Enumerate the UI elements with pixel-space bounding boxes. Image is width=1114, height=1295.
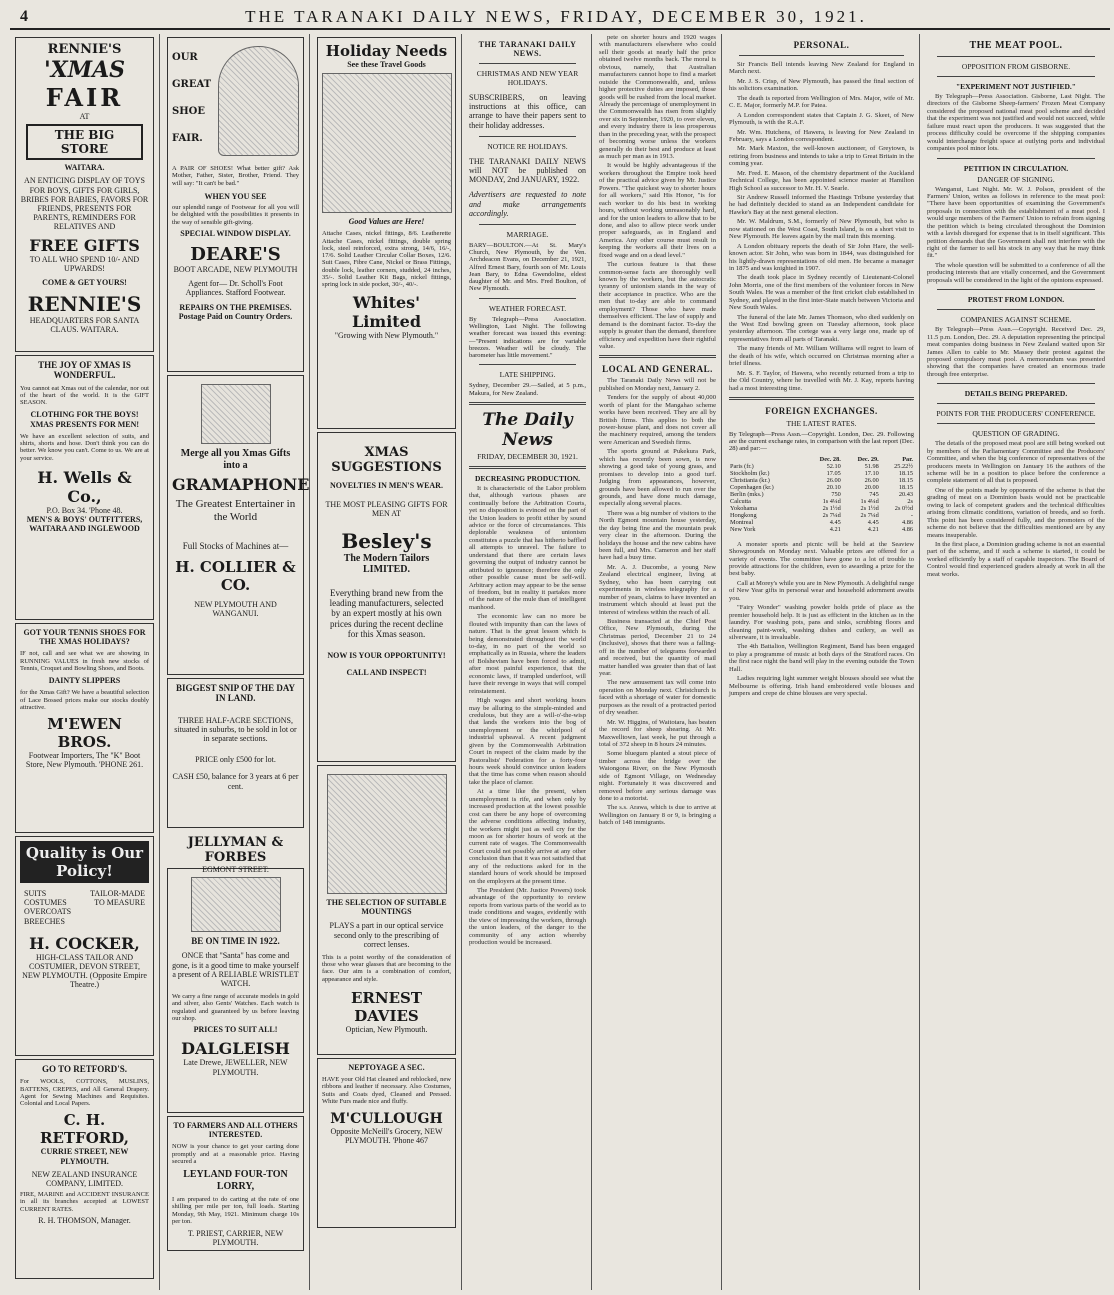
paper-nameplate: The Daily News <box>482 409 573 450</box>
collier-stock: Full Stocks of Machines at— <box>182 541 289 552</box>
rennies-ad <box>15 37 154 352</box>
mccullough-headline: NEPTOYAGE A SEC. <box>348 1063 425 1072</box>
xmas-suggestions: XMAS SUGGESTIONS <box>331 445 442 475</box>
fx-cell: Copenhagen (kr.) <box>730 483 774 491</box>
whites-slogan: "Growing with New Plymouth." <box>334 330 439 340</box>
jellyman-name: JELLYMAN & FORBES <box>187 835 284 865</box>
editorial-date: FRIDAY, DECEMBER 30, 1921. <box>477 451 578 461</box>
wells-headline: THE JOY OF XMAS IS WONDERFUL. <box>38 360 131 381</box>
davies-sub: Optician, New Plymouth. <box>345 1025 428 1034</box>
protest-london-head: PROTEST FROM LONDON. <box>967 295 1065 305</box>
jellyman-street: EGMONT STREET. <box>202 865 269 874</box>
good-values: Good Values are Here! <box>348 217 425 227</box>
fx-row <box>729 498 914 505</box>
collier-greatest: The Greatest Entertainer in the World <box>175 498 296 523</box>
davies-ad: THE SELECTION OF SUITABLE MOUNTINGS PLAYS a part in our optical service second only to the prescribing of correct lenses. This is a point worthy of the consideration of those who wear glasses that are becoming to the face. Our aim is a combination of comfort, appearance and style. ERNEST DAVIES Optician, New Plymouth. <box>317 765 456 1055</box>
column-2 <box>162 34 310 1290</box>
fx-row <box>729 491 914 498</box>
fx-row <box>729 519 914 526</box>
cocker-left: SUITS COSTUMES OVERCOATS BREECHES <box>24 889 72 926</box>
fx-cell: 4.45 <box>829 518 841 526</box>
besley-call: CALL AND INSPECT! <box>346 668 427 678</box>
shoe-pair-text: A PAIR OF SHOES! What better gift? Ask Mother, Father, Sister, Brother, Friend. They will say: "It can't be bad." <box>172 165 299 187</box>
danger-head: DANGER OF SIGNING. <box>977 174 1055 184</box>
weather-head: WEATHER FORECAST. <box>488 303 567 313</box>
besley-everything: Everything brand new from the leading manufacturers, selected by an expert mostly at his own prices during the recent decline for this Xmas season. <box>329 587 444 639</box>
dalgleish-sub: Late Drewe, JEWELLER, NEW PLYMOUTH. <box>183 1058 288 1077</box>
fx-cell: 4.21 <box>867 525 879 533</box>
fx-row <box>729 512 914 519</box>
land-cash: CASH £50, balance for 3 years at 6 per cent. <box>172 772 299 791</box>
davies-text: PLAYS a part in our optical service second only to the prescribing of correct lenses. <box>329 921 444 949</box>
fx-cell: 17.10 <box>864 469 879 477</box>
deare-ad: OUR GREAT SHOE FAIR. A PAIR OF SHOES! What better gift? Ask Mother, Father, Sister, Brother, Friend. They will say: "It can't be bad." WHEN YOU SEE our splendid range of Footwear for all you will be delighted with the possibilities it presents in the way of sensible gift-giving. SPECIAL WINDOW DISPLAY. DEARE'S BOOT ARCADE, NEW PLYMOUTH Agent for— Dr. Scholl's Foot Appliances. Stafford Footwear. REPAIRS ON THE PREMISES. Postage Paid on Country Orders. <box>167 37 304 372</box>
shoe-fair: FAIR. <box>172 133 203 144</box>
wells-trade: MEN'S & BOYS' OUTFITTERS, <box>26 515 143 525</box>
rennies-hq: HEADQUARTERS FOR SANTA CLAUS. WAITARA. <box>29 316 140 335</box>
cocker-ad <box>15 836 154 1056</box>
jellyman-ad <box>167 831 304 874</box>
fx-col-2: Dec. 29. <box>857 455 879 463</box>
fx-row <box>729 484 914 491</box>
cocker-right: TAILOR-MADE TO MEASURE <box>90 889 145 908</box>
rennies-list: AN ENTICING DISPLAY OF TOYS FOR BOYS, GIFTS FOR GIRLS, BRIBES FOR BABIES, FAVORS FOR FRIENDS, PRESENTS FOR PARENTS, REMINDERS FOR RELATIVES AND <box>20 176 149 232</box>
whites-ad: Holiday Needs See these Travel Goods Good Values are Here! Attache Cases, nickel fittings, 8/6. Leatherette Attache Cases, nickel fittings, double spring lock, steel reinforced, extra strong, 14/6, 16/-, 17/6. Solid Leather Circular Collar Boxes, 12/6. Suit Cases, Fibre Cane, Nickel or Brass Fittings, double lock, leather corners, studded, 24 inches, 35/-. Solid Leather Kit Bags, nickel fittings, spring lock in side pocket, 30/-, 40/-. Whites' Limited "Growing with New Plymouth." <box>317 37 456 429</box>
fx-cell: 20.43 <box>898 490 913 498</box>
priest-headline: TO FARMERS AND ALL OTHERS INTERESTED. <box>173 1121 298 1140</box>
retford-address: CURRIE STREET, NEW PLYMOUTH. <box>40 1147 129 1166</box>
fx-cell: 4.86 <box>901 525 913 533</box>
fx-cell: - <box>910 511 913 519</box>
wells-ad: THE JOY OF XMAS IS WONDERFUL. You cannot eat Xmas out of the calendar, nor out of the heart of the world. It is the GIFT SEASON. CLOTHING FOR THE BOYS! XMAS PRESENTS FOR MEN! We have an excellent selection of suits, and shirts, shorts and hose. Don't think you can do better. We know you can't. Come to us. We are at your service. H. Wells & Co., P.O. Box 34. 'Phone 48. MEN'S & BOYS' OUTFITTERS, WAITARA AND INGLEWOOD <box>15 355 154 620</box>
shoe-shoe: SHOE <box>172 106 206 117</box>
shoe-our: OUR <box>172 52 198 63</box>
page-number: 4 <box>20 8 28 25</box>
fx-col-1: Dec. 28. <box>819 455 841 463</box>
holiday-sub: See these Travel Goods <box>347 60 426 69</box>
besley-most: THE MOST PLEASING GIFTS FOR MEN AT <box>325 500 448 519</box>
besley-ad <box>317 432 456 762</box>
fx-cell: 745 <box>869 490 879 498</box>
grading-head: QUESTION OF GRADING. <box>972 429 1060 439</box>
latest-rates-head: THE LATEST RATES. <box>786 418 857 428</box>
cocker-sub: HIGH-CLASS TAILOR AND COSTUMIER, DEVON STREET, NEW PLYMOUTH. (Opposite Empire Theatre.) <box>22 952 147 990</box>
marriage-head: MARRIAGE. <box>506 229 549 239</box>
dalgleish-headline: BE ON TIME IN 1922. <box>191 936 280 946</box>
fx-row <box>729 505 914 512</box>
fx-row <box>729 463 914 470</box>
fx-cell: 26.00 <box>826 476 841 484</box>
column-5 <box>594 34 722 1290</box>
fx-cell: 20.10 <box>826 483 841 491</box>
details-head: DETAILS BEING PREPARED. <box>964 389 1068 399</box>
exchanges-after-body: A monster sports and picnic will be held at the Seaview Showgrounds on Monday next. Valuable prizes are offered for a variety of events. The committee have gone to a lot of trouble to provide attractions for the children, even to awarding a prize for the best baby. Call at Morey's while you are in New Plymouth. A delightful range of New Year gifts in personal wear and household adornment awaits you. "Fairy Wonder" washing powder holds pride of place as the premier household help. It is just as efficient in the kitchen as in the laundry. For washing pots, pans and sinks, scrubbing floors and cleaning paint-work, washing dishes and cutlery, as well as silverware, it is invaluable. The 4th Battalion, Wellington Regiment, Band has been engaged to play a programme of music at both days of the Stratford races. On the first race night the band will play in the evening outside the Town Hall. Ladies requiring light summer weight blouses should see what the Melbourne is offering. Irish hand embroidered voile blouses and jumpers and crepe de chine blouses are very special. <box>729 540 914 698</box>
subscribers-notice: SUBSCRIBERS, on leaving instructions at this office, can arrange to have their papers sent to their holiday addresses. <box>469 93 586 130</box>
protest-body: By Telegraph—Press Assn.—Copyright. Received Dec. 29, 11.5 p.m. London, Dec. 29. A deputation representing the principal meat companies doing business in New Zealand waited upon Sir James Allen to cable to Mr. Massey their protest against the proposed compulsory meat pool. A memorandum was presented showing that the companies have created an enormous trade through free enterprise. <box>927 326 1105 378</box>
fx-row <box>729 526 914 533</box>
big-store-logo: THE BIG STORE <box>26 124 143 160</box>
gramophone-illustration <box>201 384 271 444</box>
insurance-manager: R. H. THOMSON, Manager. <box>38 1215 131 1225</box>
meat-pool-body: By Telegraph—Press Association. Gisborne, Last Night. The directors of the Gisborne Sheep-farmers' Frozen Meat Company considered the proposed national meat pool scheme and decided that the experiment was not justified and would not succeed, while failure must react upon the producers. It was suggested that the process difficulty could be overcome if the shipping companies would interchange freight space at outlying ports and individual companies pool minor lots. <box>927 93 1105 153</box>
fx-cell: 2s 1½d <box>822 504 841 512</box>
holidays-head: CHRISTMAS AND NEW YEAR HOLIDAYS. <box>476 69 579 87</box>
land-price: PRICE only £500 for lot. <box>195 755 276 765</box>
besley-name: Besley's <box>341 528 432 553</box>
grading-body: The details of the proposed meat pool are still being worked out by members of the Parliamentary Committee and the Producers' Committee, and when the big conference of representatives of the producers meets in Wellington on January 16 the authors of the scheme will be in a position to place before the conference a complete statement of all that is proposed. One of the points made by opponents of the scheme is that the grading of meat on a Dominion basis would not be practicable owing to lack of competent graders and the technical difficulties arising from climatic conditions, variation of breeds, and so forth. This point has been considered fully, and the promoters of the scheme do not believe that the difficulties mentioned are by any means insuperable. In the first place, a Dominion grading scheme is not an essential part of the scheme, and if such a scheme is started, it could be worked efficiently by a staff of capable inspectors. The Board of Control would find experienced graders already at work in all the meat works. <box>927 440 1105 578</box>
wells-name: H. Wells & Co., <box>37 467 132 506</box>
fx-cell: Calcutta <box>730 497 751 505</box>
notice-holidays-head: NOTICE RE HOLIDAYS. <box>487 141 568 151</box>
besley-sub: The Modern Tailors LIMITED. <box>343 552 430 576</box>
besley-novelties: NOVELTIES IN MEN'S WEAR. <box>330 481 443 490</box>
fx-cell: 2s <box>907 497 913 505</box>
fx-col-3: Par. <box>902 455 913 463</box>
fx-cell: 750 <box>831 490 841 498</box>
fx-cell: 1s 4¼d <box>822 497 841 505</box>
xmas-word: 'XMAS <box>43 57 126 83</box>
fx-cell: 4.45 <box>867 518 879 526</box>
petition-head: PETITION IN CIRCULATION. <box>963 163 1069 173</box>
besley-now: NOW IS YOUR OPPORTUNITY! <box>327 651 446 661</box>
fx-cell: 1s 4¼d <box>860 497 879 505</box>
fx-cell: 17.05 <box>826 469 841 477</box>
dalgleish-ad: BE ON TIME IN 1922. ONCE that "Santa" has come and gone, is it a good time to make yourself a present of A RELIABLE WRISTLET WATCH. We carry a fine range of accurate models in gold and silver, also Gents' Watches. Each watch is regulated and guaranteed by us before leaving our shop. PRICES TO SUIT ALL! DALGLEISH Late Drewe, JEWELLER, NEW PLYMOUTH. <box>167 868 304 1113</box>
fx-cell: 18.15 <box>898 469 913 477</box>
fx-row <box>729 477 914 484</box>
fx-cell: 51.98 <box>864 462 879 470</box>
meat-pool-head: THE MEAT POOL. <box>969 40 1063 51</box>
petition-body: Wanganui, Last Night. Mr. W. J. Polson, president of the Farmers' Union, writes as follows in reference to the meat pool: "There have been opportunities of examining the Government's proposals in connection with the establishment of a meat pool. I would urge members of the Farmers' Union to refrain from signing the petition which is being circulated throughout the Dominion with a lavish disregard for expense that is in itself significant. This petition demands that the Government shall not interfere with the right of the farmer to sell his stock in any way that he may think fit." The whole question will be submitted to a conference of all the producing interests that are vitally concerned, and the Government proposals will be considered in the light of the opinions expressed. <box>927 185 1105 284</box>
fx-cell: 2s 7¼d <box>822 511 841 519</box>
retford-headline: GO TO RETFORD'S. <box>42 1064 127 1074</box>
column-6: PERSONAL. Sir Francis Bell intends leaving New Zealand for England in March next. Mr. J. S. Crisp, of New Plymouth, has passed the final section of his solicitors examination. The death is reported from Wellington of Mrs. Major, wife of Mr. C. E. Major, formerly M.P. for Patea. A London correspondent states that Captain J. G. Skeet, of New Plymouth, is with the R.A.F. Mr. Wm. Hutchens, of Hawera, is leaving for New Zealand in February, says a London correspondent. Mr. Mark Maxton, the well-known auctioneer, of Greytown, is retiring from business and intends to take a trip to Great Britain in the coming year. Mr. Fred. E. Mason, of the chemistry department of the Auckland Technical College, has been appointed science master at Hamilton High School as successor to Mr. H. V. Searle. Sir Andrew Russell informed the Hastings Tribune yesterday that he had definitely decided to stand as an Independent candidate for Hawke's Bay at the next general election. Mr. W. Maldrum, S.M., formerly of New Plymouth, but who is now stationed on the West Coast, South Island, is on a short visit to New Plymouth. He leaves again by the mail train this morning. A London obituary reports the death of Sir John Hare, the well-known actor. Sir John, who was born in 1844, was distinguished for his lightly-drawn representations of old men. He became a manager in 1875 and was knighted in 1907. The death took place in Sydney recently of Lieutenant-Colonel John Morris, one of the first members of the volunteer forces in New South Wales. He was a member of the first cricket club established in Sydney, and played in the first inter-State match between Victoria and New South Wales. The funeral of the late Mr. James Thomson, who died suddenly on the West End bowling green on Tuesday afternoon, took place yesterday afternoon. The cortege was a very large one, made up of representatives from all parts of Taranaki. The many friends of Mr. William Williams will regret to learn of the death of his wife, which occurred on Christmas morning after a brief illness. Mr. S. F. Taylor, of Hawera, who recently returned from a trip to the Old Country, where he travelled with Mr. J. Kay, reports having had a most interesting time. FOREIGN EXCHANGES. THE LATEST RATES. By Telegraph—Press Assn.—Copyright. London, Dec. 29. Following are the current exchange rates, in comparison with the last report (Dec. 28) and par:— Dec. 28. Dec. 29. Par. Paris (fr.) 52.10 51.98 25.22½ Stockholm (kr.) 17.05 17.10 18.15 Christiania (kr.) 26.00 26.00 18.15 Copenhagen (kr.) 20.10 20.00 18.15 Berlin (mks.) 750 745 20.43 Calcutta 1s 4¼d 1s 4¼d 2s Yokohama 2s 1½d 2s 1½d 2s 0½d Hongkong 2s 7¼d 2s 7¼d - Montreal 4.45 4.45 4.86 New York 4.21 4.21 4.86 A monster sports and picnic will be held at the Seaview Showgrounds on Monday next. Valuable prizes are offered for a variety of events. The committee have gone to a lot of trouble to provide attractions for the children, even to awarding a prize for the best baby. Call at Morey's while you are in New Plymouth. A delightful range of New Year gifts in personal wear and household adornment awaits you. "Fairy Wonder" washing powder holds pride of place as the premier household help. It is just as efficient in the kitchen as in the laundry. For washing pots, pans and sinks, scrubbing floors and cleaning paint-work, washing dishes and cutlery, as well as silverware, it is invaluable. The 4th Battalion, Wellington Regiment, Band has been engaged to play a programme of music at both days of the Stratford races. On the first race night the band will play in the evening outside the Town Hall. Ladies requiring light summer weight blouses should see what the Melbourne is offering. Irish hand embroidered voile blouses and jumpers and crepe de chine blouses are very special. <box>724 34 920 1290</box>
foreign-exchanges-head: FOREIGN EXCHANGES. <box>765 405 878 416</box>
mewen-dainty: DAINTY SLIPPERS <box>48 676 121 686</box>
opposition-gisborne: OPPOSITION FROM GISBORNE. <box>961 62 1071 71</box>
fx-cell: 4.86 <box>901 518 913 526</box>
travel-goods-illustration <box>322 73 452 213</box>
dalgleish-name: DALGLEISH <box>181 1039 290 1059</box>
editorial-continued: pete on shorter hours and 1920 wages with manufacturers elsewhere who could sell their goods at nearly half the price obtained twelve months back. The moral is obvious, namely, that Australian manufacturers cannot hope to find a market outside the Commonwealth, and, unless higher protective duties are imposed, those goods will be rushed from the local market. Already the percentage of unemployment in the Commonwealth has risen from slightly over six in September, 1920, to over eleven, and every industry there is less prosperous than in the preceding year, with the prospect of becoming worse unless the workers generally do their best and produce at least as much per man as in 1913. It would be highly advantageous if the workers throughout the Empire took heed of the practical advice given by Mr. Justice Powers. "The quickest way to shorter hours for all workers," said His Honor, "is for each worker to do his best in working hours, without working unreasonably hard, and for the union leaders to allow that to be done, and also to allow piece work under proper safeguards, as in England and America. Any other course must result in keeping the workers all their lives on a fixed wage and on a dead level." The curious feature is that these common-sense facts are thoroughly well known by the workers, but the autocratic tyranny of unionism stands in the way of their acceptance in practice. Who are the men that to-day are able to command employment? Those who have made themselves efficient. The law of supply and demand is the dominant factor. To-day the supply is greater than the demand, therefore efficiency and expedition have their rightful value. <box>599 34 716 350</box>
priest-lorry: LEYLAND FOUR-TON LORRY, <box>183 1169 288 1192</box>
fx-row <box>729 470 914 477</box>
mccullough-sub: Opposite McNeill's Grocery, NEW PLYMOUTH. 'Phone 467 <box>330 1127 443 1146</box>
land-headline: BIGGEST SNIP OF THE DAY IN LAND. <box>175 683 296 704</box>
fx-cell: 4.21 <box>829 525 841 533</box>
wells-clothing: CLOTHING FOR THE BOYS! XMAS PRESENTS FOR MEN! <box>29 410 140 429</box>
column-3 <box>312 34 462 1290</box>
fx-cell: 2s 7¼d <box>860 511 879 519</box>
gramophone-word: GRAMAPHONE <box>172 475 310 494</box>
local-general-head: LOCAL AND GENERAL. <box>602 364 713 375</box>
free-gifts-terms: TO ALL WHO SPEND 10/- AND UPWARDS! <box>29 254 140 273</box>
exchange-rates-table <box>729 456 914 533</box>
fx-cell: 25.22½ <box>894 462 913 470</box>
shipping-head: LATE SHIPPING. <box>499 370 556 380</box>
shoe-great: GREAT <box>172 79 212 90</box>
deare-repairs: REPAIRS ON THE PREMISES. Postage Paid on Country Orders. <box>178 302 293 321</box>
fair-word: FAIR <box>45 83 124 112</box>
fx-cell: New York <box>730 525 756 533</box>
collier-merge: Merge all you Xmas Gifts into a <box>180 448 291 471</box>
dalgleish-prices: PRICES TO SUIT ALL! <box>193 1025 278 1035</box>
whites-name: Whites' Limited <box>351 292 422 331</box>
retford-name: C. H. RETFORD, <box>40 1111 129 1148</box>
mewen-headline: GOT YOUR TENNIS SHOES FOR THE XMAS HOLIDAYS? <box>23 628 146 647</box>
mccullough-ad: NEPTOYAGE A SEC. HAVE your Old Hat cleaned and reblocked, new ribbons and leather if necessary. Also Costumes, Suits and Coats dyed, Cleaned and Pressed. White Furs made nice and fluffy. M'CULLOUGH Opposite McNeill's Grocery, NEW PLYMOUTH. 'Phone 467 <box>317 1058 456 1228</box>
column-7 <box>922 34 1110 1290</box>
notice-text: THE TARANAKI DAILY NEWS will NOT be published on MONDAY, 2nd JANUARY, 1922. <box>469 156 586 185</box>
fx-cell: 52.10 <box>826 462 841 470</box>
land-text: THREE HALF-ACRE SECTIONS, situated in suburbs, to be sold in lot or in separate sections. <box>174 715 297 744</box>
rennies-title: RENNIE'S <box>47 42 122 57</box>
experiment-not-justified: "EXPERIMENT NOT JUSTIFIED." <box>956 82 1076 91</box>
companies-head: COMPANIES AGAINST SCHEME. <box>960 315 1072 325</box>
deare-sub: BOOT ARCADE, NEW PLYMOUTH <box>173 264 298 274</box>
deare-name: DEARE'S <box>190 243 281 265</box>
insurance-company: NEW ZEALAND INSURANCE COMPANY, LIMITED. <box>31 1169 138 1188</box>
wells-address: P.O. Box 34. 'Phone 48. <box>46 505 123 515</box>
holiday-headline: Holiday Needs <box>325 42 448 60</box>
collier-ad <box>167 375 310 675</box>
land-ad <box>167 678 304 828</box>
optician-illustration <box>327 774 447 894</box>
fx-col-0 <box>729 456 804 463</box>
mewen-name: M'EWEN BROS. <box>47 715 122 752</box>
watch-illustration <box>191 877 281 932</box>
mccullough-name: M'CULLOUGH <box>330 1111 443 1128</box>
newspaper-title: THE TARANAKI DAILY NEWS, FRIDAY, DECEMBER 30, 1921. <box>245 7 867 26</box>
rennies-name: RENNIE'S <box>27 292 142 317</box>
fx-cell: Yokohama <box>730 504 757 512</box>
advertisers-note: Advertisers are requested to note and make arrangements accordingly. <box>469 190 586 218</box>
fx-cell: Hongkong <box>730 511 757 519</box>
come-get: COME & GET YOURS! <box>42 277 127 287</box>
paper-notices-head: THE TARANAKI DAILY NEWS. <box>478 40 577 58</box>
fx-cell: Christiania (kr.) <box>730 476 770 484</box>
fx-cell: 18.15 <box>898 483 913 491</box>
fx-cell: Berlin (mks.) <box>730 490 764 498</box>
personal-head: PERSONAL. <box>793 40 850 50</box>
free-gifts: FREE GIFTS <box>29 235 140 255</box>
fx-cell: 20.00 <box>864 483 879 491</box>
shoe-when: WHEN YOU SEE <box>204 191 267 201</box>
fx-cell: Paris (fr.) <box>730 462 754 470</box>
priest-ad: TO FARMERS AND ALL OTHERS INTERESTED. NOW is your chance to get your carting done promptly and at a reasonable price. Having secured a LEYLAND FOUR-TON LORRY, I am prepared to do carting at the rate of one shilling per mile per ton, full loads. Starting Monday, 9th May, 1921. Minimum charge 10s per ton. T. PRIEST, CARRIER, NEW PLYMOUTH. <box>167 1116 304 1251</box>
rennies-town: WAITARA. <box>64 163 105 173</box>
mewen-ad: GOT YOUR TENNIS SHOES FOR THE XMAS HOLIDAYS? IF not, call and see what we are showing in RUNNING VALUES in fresh new stocks of Tennis, Croquet and Bowling Shoes, and Boots. DAINTY SLIPPERS for the Xmas Gift? We have a beautiful selection of Lace Bossed prices make our stocks doubly attractive. M'EWEN BROS. Footwear Importers, The "K" Boot Store, New Plymouth. 'PHONE 261. <box>15 623 154 833</box>
local-general-body: The Taranaki Daily News will not be published on Monday next, January 2. Tenders for the supply of about 40,000 worth of plant for the Mangahao scheme works have been received. They are all by British firms. This applies to both the power-house plant, and does not cover all the machinery required, among the tenders were American and Swedish firms. The sports ground at Pukekura Park, which has recently been sown, is now showing a good take of young grass, and promises to develop into a good turf. Judging from appearances, however, grounds have been allowed to run over the grounds, and have done much damage, especially along several places. There was a big number of visitors to the North Egmont mountain house yesterday, the day being fine and the mountain peak very clear in the afternoon. During the holidays the house and the new cabins have been full, and Mrs. Cameron and her staff have had a busy time. Mr. A. J. Ducombe, a young New Zealand electrical engineer, living at Sydney, who has been carrying out experiments in wireless telegraphy for a number of years, claims to have invented an instrument which should at least put the interest of wireless within the reach of all. Business transacted at the Chief Post Office, New Plymouth, during the Christmas period, December 21 to 24 (inclusive), shows that there was a falling-off in the number of telegrams forwarded and received, but the quantity of mail matter handled was greater than that of last year. The new amusement tax will come into operation on Monday next. Christchurch is faced with a shortage of water for domestic purposes as the result of a protracted period of dry weather. Mr. W. Higgins, of Waitotara, has beaten the record for sheep shearing. At Mr. Maxwelltown, last week, he put through a total of 372 sheep in 8 hours 24 minutes. Some bluegum planted a stout piece of timber across the bridge over the Waiongona River, on the New Plymouth side of Egmont Village, on Wednesday night. Fortunately it was discovered and removed before any serious damage was done to a motorist. The s.s. Arawa, which is due to arrive at Wellington on January 8 or 9, is bringing a batch of 148 immigrants. <box>599 377 716 827</box>
cocker-name: H. COCKER, <box>29 933 140 953</box>
column-1 <box>10 34 160 1290</box>
fx-cell: 2s 1½d <box>860 504 879 512</box>
santa-illustration <box>218 46 299 156</box>
editorial-body: It is characteristic of the Labor problem that, although various phases are continually before the Arbitration Courts, yet no disposition is evinced on the part of the Union leaders to profit either by sound advice or the force of circumstances. This deplorable weakness of unionism constitutes a puzzle that has hitherto baffled all attempts to unravel. The failure to understand that there are certain laws governing the output of industry cannot be attributed to ignorance; therefore the only other possible cause must be self-will. Arbitrary action may appear to be the sense of freedom, but in reality it partakes more of the nature of the mule than of intelligent manhood. The economic law can no more be flouted with impunity than can the laws of nature. That is the great lesson which is being demonstrated throughout the world to-day, in no part of the world so emphatically as in Russia, where the leaders of Bolshevism have been forced to admit, after most painful experience, that the economic laws, if trampled underfoot, will have their revenge in ways that will compel reinstatement. High wages and short working hours may be alluring to the simple-minded and credulous, but they are a will-o'-the-wisp that lands the workers into the bog of unemployment or the whirlpool of industrial upheaval. A recent judgment given by the Commonwealth Arbitration Court in respect of the claim made by the Pastoralists' Federation for a forty-four hours week should convince union leaders that the time has come when reason should take the place of clamor. At a time like the present, when unemployment is rife, and when only by increased production at the lowest possible cost can there be any hope of overcoming the adverse conditions affecting industry, the workers might just as well cry for the moon as for shorter hours of work at the current rate of wages. The Commonwealth Court could not possibly arrive at any other conclusion than that it was not satisfied that any of the reductions asked for in the standard hours of work should be imposed on the employers at the present time. The President (Mr. Justice Powers) took advantage of the opportunity to review reports from various parts of the world as to trade conditions and wages, evidently with the view of impressing the workers, through the union leaders, of the danger to the community of any action whereby production would be increased. <box>469 484 586 947</box>
fx-cell: 18.15 <box>898 476 913 484</box>
editorial-head: DECREASING PRODUCTION. <box>474 473 580 483</box>
cocker-headline: Quality is Our Policy! <box>20 841 149 883</box>
dalgleish-text: ONCE that "Santa" has come and gone, is it a good time to make yourself a present of A RELIABLE WRISTLET WATCH. <box>172 951 299 988</box>
collier-name: H. COLLIER & CO. <box>175 557 296 594</box>
at-word: AT <box>79 112 90 121</box>
davies-headline: THE SELECTION OF SUITABLE MOUNTINGS <box>326 898 447 917</box>
collier-town: NEW PLYMOUTH AND WANGANUI. <box>194 599 277 618</box>
masthead <box>10 6 1110 30</box>
deare-agent: Agent for— Dr. Scholl's Foot Appliances. Stafford Footwear. <box>185 279 286 298</box>
davies-name: ERNEST DAVIES <box>350 989 423 1025</box>
column-4: THE TARANAKI DAILY NEWS. CHRISTMAS AND NEW YEAR HOLIDAYS. SUBSCRIBERS, on leaving instructions at this office, can arrange to have their papers sent to their holiday addresses. NOTICE RE HOLIDAYS. THE TARANAKI DAILY NEWS will NOT be published on MONDAY, 2nd JANUARY, 1922. Advertisers are requested to note and make arrangements accordingly. MARRIAGE. BARY—BOULTON.—At St. Mary's Church, New Plymouth, by the Ven. Archdeacon Evans, on December 21, 1921, Alfred Ernest Bary, fourth son of Mr. Louis Jean Bary, to Edna Gwendoline, eldest daughter of Mr. and Mrs. Fred Boulton, of New Plymouth. WEATHER FORECAST. By Telegraph—Press Association. Wellington, Last Night. The following weather forecast was issued this evening:—"Present indications are for variable breezes. Weather will be cloudy. The barometer has little movement." LATE SHIPPING. Sydney, December 29.—Sailed, at 5 p.m., Makura, for New Zealand. The Daily News FRIDAY, DECEMBER 30, 1921. DECREASING PRODUCTION. It is characteristic of the Labor problem that, although various phases are continually before the Arbitration Courts, yet no disposition is evinced on the part of the Union leaders to profit either by sound advice or the force of circumstances. This deplorable weakness of unionism constitutes a puzzle that has hitherto baffled all attempts to unravel. The failure to understand that there are certain laws governing the output of industry cannot be attributed to ignorance; therefore the only other possible cause must be self-will. Arbitrary action may appear to be the sense of freedom, but in reality it partakes more of the nature of the mule than of intelligent manhood. The economic law can no more be flouted with impunity than can the laws of nature. That is the great lesson which is being demonstrated throughout the world to-day, in no part of the world so emphatically as in Russia, where the leaders of Bolshevism have been forced to admit, after most painful experience, that the economic laws, if trampled underfoot, will have their revenge in ways that will compel reinstatement. High wages and short working hours may be alluring to the simple-minded and credulous, but they are a will-o'-the-wisp that lands the workers into the bog of unemployment or the whirlpool of industrial upheaval. A recent judgment given by the Commonwealth Arbitration Court in respect of the claim made by the Pastoralists' Federation for a forty-four hours week should convince union leaders that the time has come when reason should take the place of clamor. At a time like the present, when unemployment is rife, and when only by increased production at the lowest possible cost can there be any hope of overcoming the adverse conditions affecting industry, the workers might just as well cry for the moon as for shorter hours of work at the current rate of wages. The Commonwealth Court could not possibly arrive at any other conclusion than that it was not satisfied that any of the reductions asked for in the standard hours of work should be imposed on the employers at the present time. The President (Mr. Justice Powers) took advantage of the opportunity to review reports from various parts of the world as to trade conditions and wages, evidently with the view of impressing the workers, through the union leaders, of the danger to the community of any action whereby production would be increased. <box>464 34 592 1290</box>
mewen-sub: Footwear Importers, The "K" Boot Store, New Plymouth. 'PHONE 261. <box>25 751 144 770</box>
points-head: POINTS FOR THE PRODUCERS' CONFERENCE. <box>936 409 1096 419</box>
fx-cell: Stockholm (kr.) <box>730 469 770 477</box>
priest-sign: T. PRIEST, CARRIER, NEW PLYMOUTH. <box>187 1229 284 1248</box>
wells-town: WAITARA AND INGLEWOOD <box>29 524 140 534</box>
shoe-special: SPECIAL WINDOW DISPLAY. <box>180 228 291 238</box>
personal-body: Sir Francis Bell intends leaving New Zealand for England in March next. Mr. J. S. Crisp, of New Plymouth, has passed the final section of his solicitors examination. The death is reported from Wellington of Mrs. Major, wife of Mr. C. E. Major, formerly M.P. for Patea. A London correspondent states that Captain J. G. Skeet, of New Plymouth, is with the R.A.F. Mr. Wm. Hutchens, of Hawera, is leaving for New Zealand in February, says a London correspondent. Mr. Mark Maxton, the well-known auctioneer, of Greytown, is retiring from business and intends to take a trip to Great Britain in the coming year. Mr. Fred. E. Mason, of the chemistry department of the Auckland Technical College, has been appointed science master at Hamilton High School as successor to Mr. H. V. Searle. Sir Andrew Russell informed the Hastings Tribune yesterday that he had definitely decided to stand as an Independent candidate for Hawke's Bay at the next general election. Mr. W. Maldrum, S.M., formerly of New Plymouth, but who is now stationed on the West Coast, South Island, is on a short visit to New Plymouth. He leaves again by the mail train this morning. A London obituary reports the death of Sir John Hare, the well-known actor. Sir John, who was born in 1844, was distinguished for his lightly-drawn representations of old men. He became a manager in 1875 and was knighted in 1907. The death took place in Sydney recently of Lieutenant-Colonel John Morris, one of the first members of the volunteer forces in New South Wales. He was a member of the first cricket club established in Sydney, and played in the first inter-State match between Victoria and New South Wales. The funeral of the late Mr. James Thomson, who died suddenly on the West End bowling green on Tuesday afternoon, took place yesterday afternoon. The cortege was a very large one, made up of representatives from all parts of Taranaki. The many friends of Mr. William Williams will regret to learn of the death of his wife, which occurred on Christmas morning after a brief illness. Mr. S. F. Taylor, of Hawera, who recently returned from a trip to the Old Country, where he travelled with Mr. J. Kay, reports having had a most interesting time. <box>729 61 914 392</box>
fx-cell: 26.00 <box>864 476 879 484</box>
fx-cell: 2s 0½d <box>894 504 913 512</box>
retford-ad: GO TO RETFORD'S. For WOOLS, COTTONS, MUSLINS, BATTENS, CREPES, and All General Drapery. Agent for Sewing Machines and Requisites. Colonial and Local Papers. C. H. RETFORD, CURRIE STREET, NEW PLYMOUTH. NEW ZEALAND INSURANCE COMPANY, LIMITED. FIRE, MARINE and ACCIDENT INSURANCE in all its branches accepted at LOWEST CURRENT RATES. R. H. THOMSON, Manager. <box>15 1059 154 1279</box>
fx-cell: Montreal <box>730 518 754 526</box>
